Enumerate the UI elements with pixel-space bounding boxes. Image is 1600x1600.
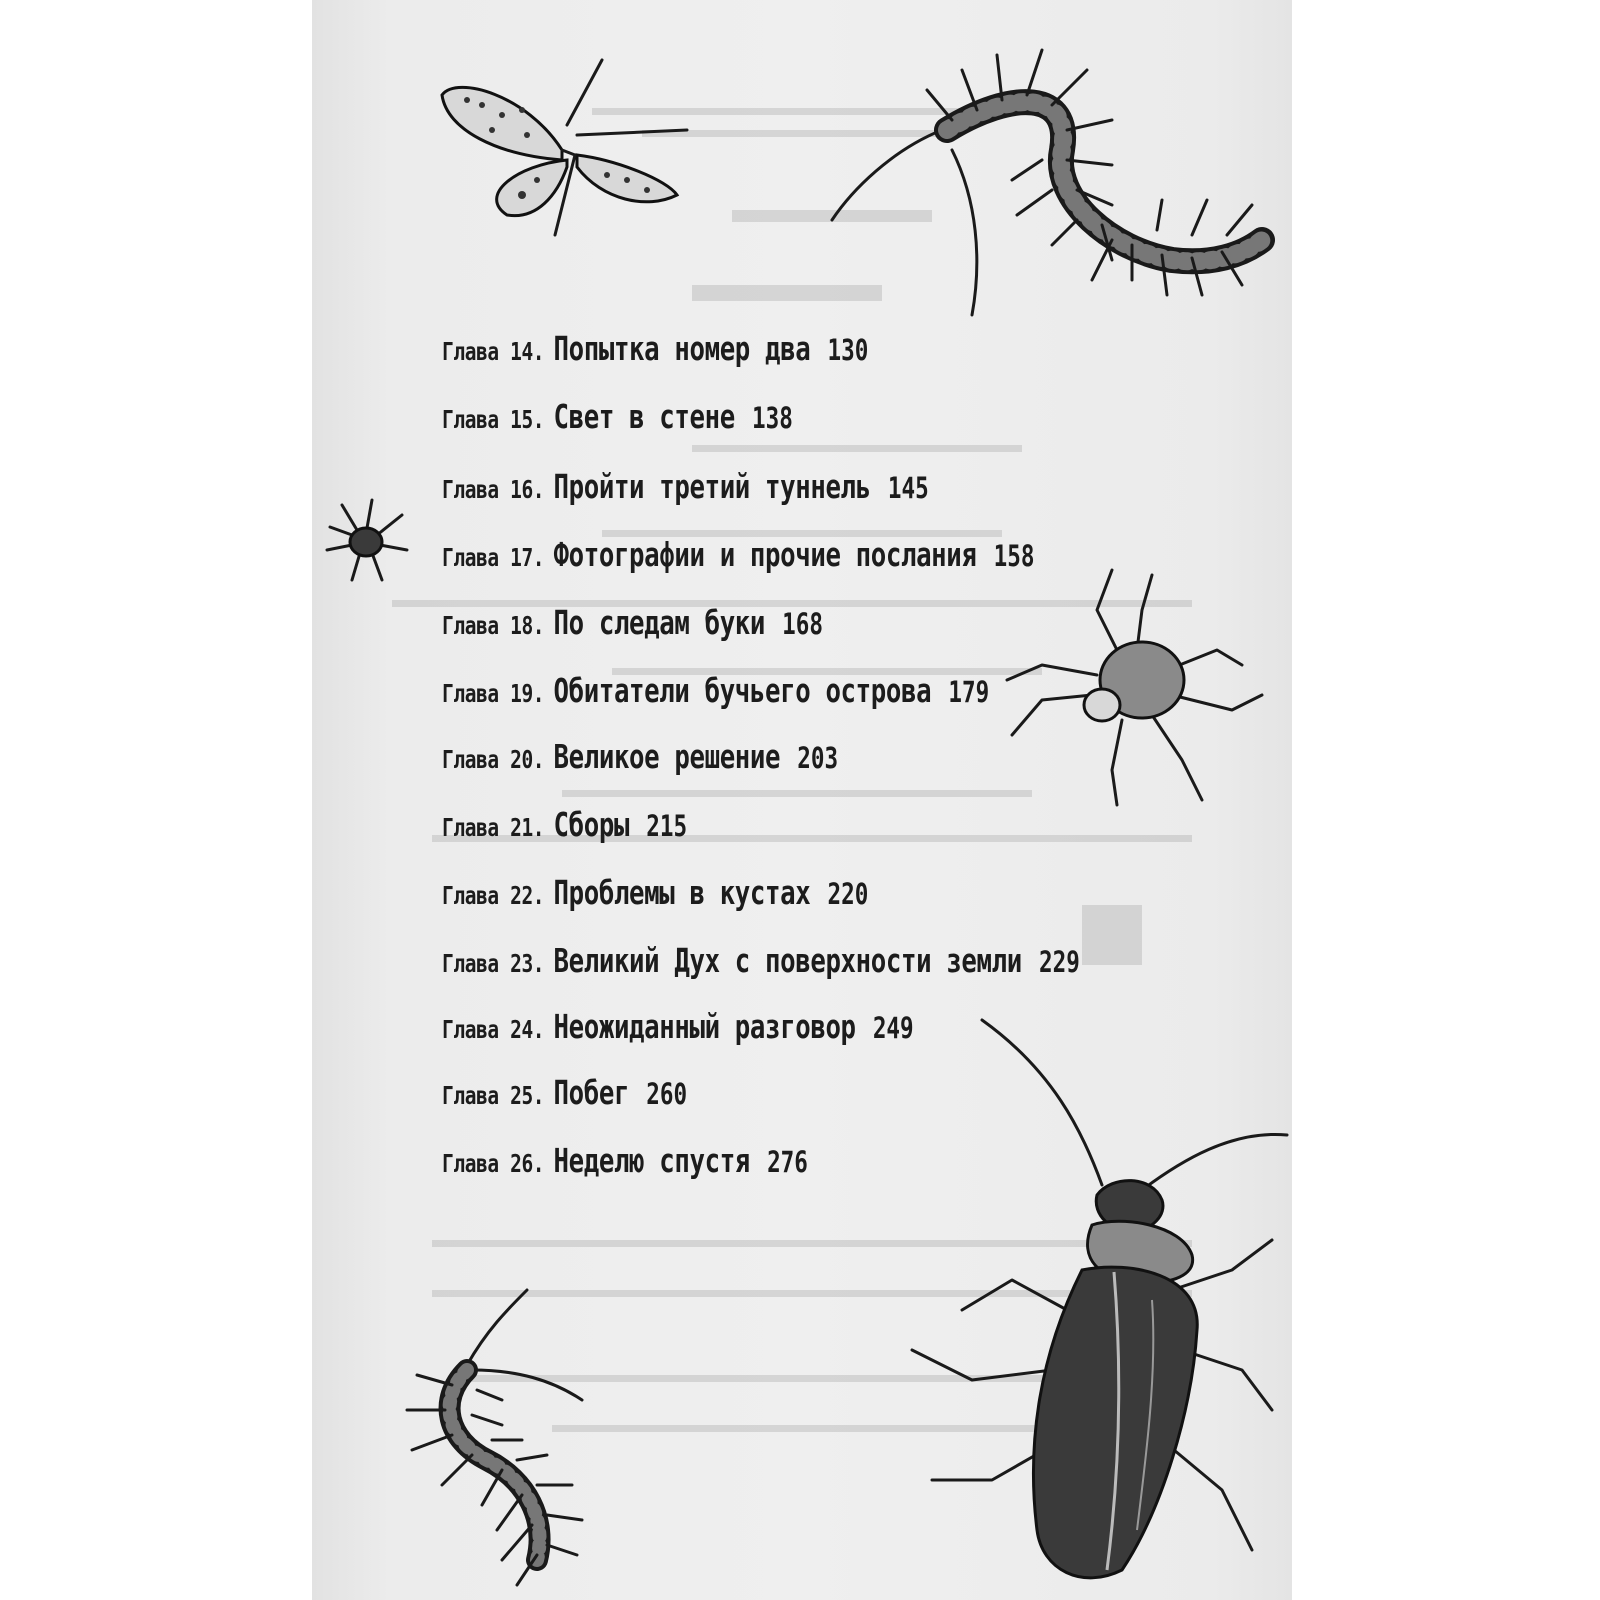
toc-entry (442, 873, 869, 912)
toc-entry (442, 941, 1080, 980)
page-number: 130 (827, 333, 869, 367)
page-number: 276 (767, 1145, 808, 1179)
page-number: 203 (797, 741, 839, 775)
page-number: 220 (827, 877, 869, 911)
chapter-number: Глава 22. (442, 881, 545, 910)
page-number: 229 (1038, 945, 1080, 979)
tick-illustration (1002, 570, 1272, 810)
page-number: 215 (646, 809, 688, 843)
chapter-number: Глава 25. (442, 1081, 545, 1110)
chapter-title: Пройти третий туннель (553, 467, 871, 506)
chapter-title: Сборы (553, 805, 630, 844)
toc-entry (442, 671, 990, 710)
toc-entry (442, 467, 929, 506)
chapter-number: Глава 20. (442, 745, 545, 774)
centipede-illustration (812, 30, 1272, 320)
toc-entry (442, 1007, 914, 1046)
chapter-number: Глава 26. (442, 1149, 545, 1178)
toc-entry (442, 1141, 808, 1180)
toc-entry (442, 329, 869, 368)
chapter-title: Свет в стене (553, 397, 735, 436)
chapter-number: Глава 18. (442, 611, 545, 640)
chapter-title: Неделю спустя (553, 1141, 750, 1180)
chapter-title: Побег (553, 1073, 630, 1112)
page-number: 249 (872, 1011, 914, 1045)
chapter-number: Глава 15. (442, 405, 545, 434)
page-number: 168 (782, 607, 824, 641)
moth-illustration (427, 55, 697, 255)
chapter-title: Проблемы в кустах (553, 873, 811, 912)
toc-entry (442, 535, 1035, 574)
chapter-number: Глава 23. (442, 949, 545, 978)
chapter-number: Глава 14. (442, 337, 545, 366)
chapter-title: По следам буки (553, 603, 766, 642)
chapter-title: Великое решение (553, 737, 781, 776)
page-number: 260 (646, 1077, 688, 1111)
chapter-title: Великий Дух с поверхности земли (553, 941, 1022, 980)
page-number: 145 (887, 471, 929, 505)
toc-entry (442, 603, 824, 642)
page-number: 138 (751, 401, 793, 435)
chapter-title: Попытка номер два (553, 329, 811, 368)
mite-illustration (322, 495, 412, 585)
centipede-illustration (397, 1290, 597, 1590)
chapter-title: Неожиданный разговор (553, 1007, 856, 1046)
book-page (312, 0, 1292, 1600)
toc-entry (442, 397, 793, 436)
chapter-number: Глава 16. (442, 475, 545, 504)
page-number: 158 (993, 539, 1035, 573)
chapter-title: Обитатели бучьего острова (553, 671, 932, 710)
chapter-title: Фотографии и прочие послания (553, 535, 977, 574)
page-number: 179 (948, 675, 990, 709)
toc-entry (442, 805, 688, 844)
chapter-number: Глава 21. (442, 813, 545, 842)
chapter-number: Глава 17. (442, 543, 545, 572)
toc-entry (442, 1073, 688, 1112)
toc-entry (442, 737, 839, 776)
beetle-illustration (852, 1010, 1292, 1600)
chapter-number: Глава 24. (442, 1015, 545, 1044)
chapter-number: Глава 19. (442, 679, 545, 708)
